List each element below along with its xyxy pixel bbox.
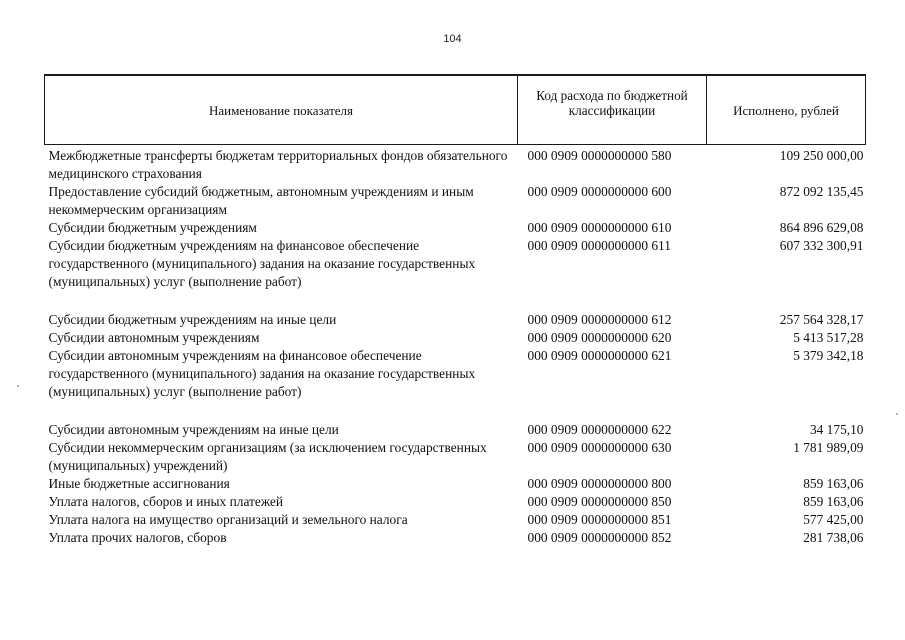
row-code: 000 0909 0000000000 580 (527, 148, 672, 163)
budget-execution-table (44, 74, 866, 547)
row-name: Субсидии бюджетным учреждениям (48, 220, 257, 235)
row-name: Предоставление субсидий бюджетным, автономным учреждениям и иным некоммерческим организациям (48, 184, 474, 217)
row-amount: 859 163,06 (803, 494, 864, 509)
row-amount: 281 738,06 (803, 530, 864, 545)
header-indicator-name: Наименование показателя (45, 75, 518, 145)
row-amount: 34 175,10 (809, 422, 864, 437)
header-row (45, 75, 866, 145)
row-code: 000 0909 0000000000 630 (527, 440, 672, 455)
row-amount: 607 332 300,91 (779, 238, 864, 253)
table-row (45, 145, 866, 184)
row-name: Субсидии автономным учреждениям (48, 330, 260, 345)
row-amount: 577 425,00 (803, 512, 864, 527)
page-number: 104 (443, 33, 462, 45)
table-row (45, 237, 866, 311)
row-code: 000 0909 0000000000 852 (527, 530, 672, 545)
row-name: Уплата налога на имущество организаций и земельного налога (48, 512, 408, 527)
row-amount: 5 413 517,28 (793, 330, 864, 345)
row-name: Иные бюджетные ассигнования (48, 476, 230, 491)
row-amount: 109 250 000,00 (779, 148, 864, 163)
row-name: Межбюджетные трансферты бюджетам территориальных фондов обязательного медицинского страхования (48, 148, 508, 181)
table-row (45, 493, 866, 511)
table-header (45, 75, 866, 145)
row-code: 000 0909 0000000000 851 (527, 512, 672, 527)
row-name: Субсидии автономным учреждениям на иные цели (48, 422, 339, 437)
header-budget-code: Код расхода по бюджетной классификации (518, 75, 707, 145)
row-code: 000 0909 0000000000 611 (527, 238, 671, 253)
row-code: 000 0909 0000000000 600 (527, 184, 672, 199)
row-code: 000 0909 0000000000 620 (527, 330, 672, 345)
table-row (45, 183, 866, 219)
row-amount: 1 781 989,09 (793, 440, 864, 455)
row-code: 000 0909 0000000000 610 (527, 220, 672, 235)
table-row (45, 421, 866, 439)
table-row (45, 529, 866, 547)
row-amount: 864 896 629,08 (779, 220, 864, 235)
row-name: Субсидии некоммерческим организациям (за исключением государственных (муниципальных) учреждений) (48, 440, 487, 473)
row-amount: 859 163,06 (803, 476, 864, 491)
row-name: Субсидии бюджетным учреждениям на иные цели (48, 312, 337, 327)
row-code: 000 0909 0000000000 850 (527, 494, 672, 509)
table-row (45, 439, 866, 475)
row-amount: 257 564 328,17 (779, 312, 864, 327)
row-code: 000 0909 0000000000 621 (527, 348, 672, 363)
table-row (45, 311, 866, 329)
table-row (45, 347, 866, 421)
row-name: Субсидии автономным учреждениям на финансовое обеспечение государственного (муниципального) задания на оказание государственных (муниципальных) услуг (выполнение работ) (48, 348, 476, 399)
table-row (45, 219, 866, 237)
row-name: Субсидии бюджетным учреждениям на финансовое обеспечение государственного (муниципального) задания на оказание государственных (муниципальных) услуг (выполнение работ) (48, 238, 476, 289)
row-code: 000 0909 0000000000 612 (527, 312, 672, 327)
table-body (45, 145, 866, 548)
table-row (45, 511, 866, 529)
row-name: Уплата прочих налогов, сборов (48, 530, 227, 545)
row-amount: 5 379 342,18 (793, 348, 864, 363)
scan-speck (896, 413, 898, 415)
table-row (45, 329, 866, 347)
row-name: Уплата налогов, сборов и иных платежей (48, 494, 284, 509)
header-executed-amount: Исполнено, рублей (707, 75, 866, 145)
row-amount: 872 092 135,45 (779, 184, 864, 199)
table-row (45, 475, 866, 493)
row-code: 000 0909 0000000000 800 (527, 476, 672, 491)
row-code: 000 0909 0000000000 622 (527, 422, 672, 437)
scan-speck (17, 385, 19, 387)
